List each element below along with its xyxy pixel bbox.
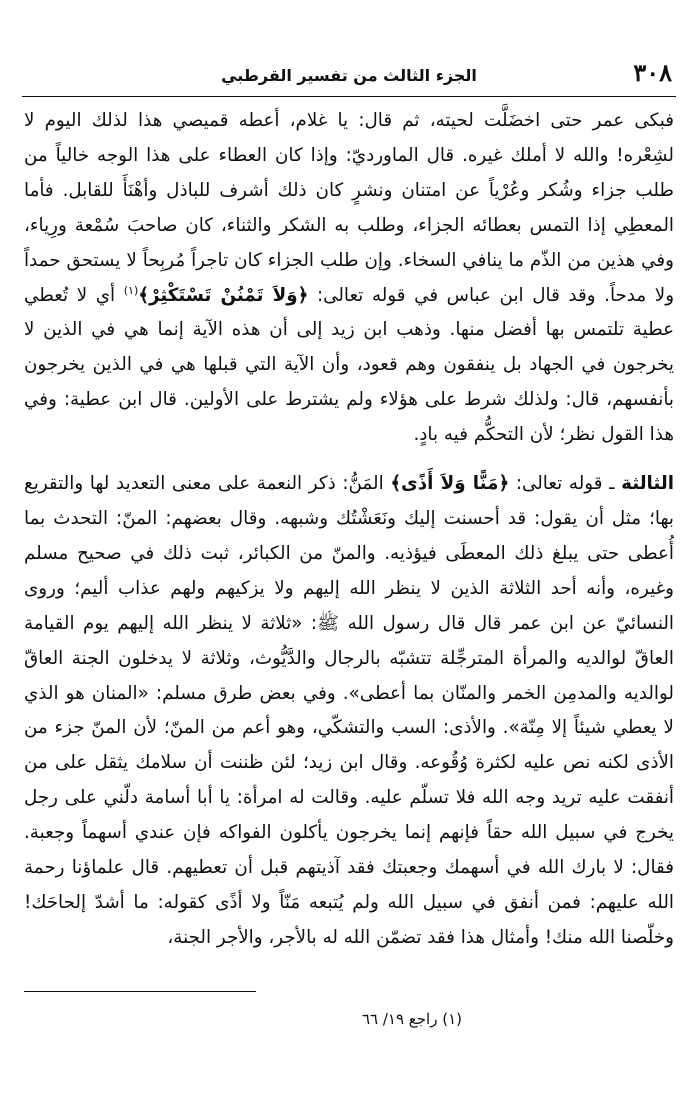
page-number: ٣٠٨ (633, 58, 672, 87)
quran-verse-2: ﴿مَنًّا وَلاَ أَذًى﴾ (390, 473, 510, 495)
paragraph-2-text-b: المَنُّ: ذكر النعمة على معنى التعديد لها والتقريع بها؛ مثل أن يقول: قد أحسنت إليك ونَعَشْتُك وشبهه. وقال بعضهم: المنّ: التحدث بما أُعطى حتى يبلغ ذلك المعطَى فيؤذيه. والمنّ من الكبائر، ثبت ذلك في صحيح مسلم وغيره، وأنه أحد الثلاثة الذين لا ينظر الله إليهم ولا يزكيهم ولهم عذاب أليم؛ وروى النسائيّ عن ابن عمر قال قال رسول الله ﷺ: «ثلاثة لا ينظر الله إليهم يوم القيامة العاقّ لوالديه والمرأة المترجِّلة تتشبّه بالرجال والدَّيُّوث، وثلاثة لا يدخلون الجنة العاقّ لوالديه والمدمِن الخمر والمنّان بما أعطى». وفي بعض طرق مسلم: «المنان هو الذي لا يعطي شيئاً إلا مِنّة». والأذى: السب والتشكّي، وهو أعم من المنّ؛ لأن المنّ جزء من الأذى لكنه نص عليه لكثرة وُقُوعه. وقال ابن زيد؛ لئن ظننت أن سلامك يثقل على من أنفقت عليه تريد وجه الله فلا تسلّم عليه. وقالت له امرأة: يا أبا أسامة دلّني على رجل يخرج في سبيل الله حقاً فإنهم إنما يخرجون يأكلون الفواكه فإن عندي أسهماً وجعبة. فقال: لا بارك الله في أسهمك وجعبتك فقد آذيتهم قبل أن تعطيهم. قال علماؤنا رحمة الله عليهم: فمن أنفق في سبيل الله ولم يُتبعه مَنّاً ولا أذًى كقوله: ما أشدّ إلحاحَك! وخلّصنا الله منك! وأمثال هذا فقد تضمّن الله له بالأجر، والأجر الجنة، (24, 473, 674, 948)
paragraph-2-text-a: ـ قوله تعالى: (515, 473, 615, 495)
paragraph-1-text-b: أي لا تُعطي عطية تلتمس بها أفضل منها. وذهب ابن زيد إلى أن هذه الآية إنما هي في الذين لا يخرجون في الجهاد بل ينفقون وهم قعود، وأن الآية التي قبلها هي في الذين يخرجون بأنفسهم، قال: ولذلك شرط على هؤلاء ولم يشترط على الأولين. قال ابن عطية: وفي هذا القول نظر؛ لأن التحكُّم فيه بادٍ. (24, 284, 674, 446)
page-header (22, 56, 676, 97)
body-text (24, 104, 674, 956)
section-label: الثالثة (621, 473, 675, 495)
footnote-divider (24, 991, 256, 992)
footnote-reference[interactable]: (١) (123, 283, 139, 297)
running-title: الجزء الثالث من تفسير القرطبي (221, 66, 477, 85)
paragraph-1-text-a: فبكى عمر حتى اخضَلَّت لحيته، ثم قال: يا غلام، أعطه قميصي هذا لذلك اليوم لا لشِعْره! والله لا أملك غيره. قال الماورديّ: وإذا كان العطاء على هذا الوجه خالياً من طلب جزاء وشُكر وعُرْياً عن امتنان ونشرٍ كان ذلك أشرف للباذل وأهْنَأَ للقابل. فأما المعطِي إذا التمس بعطائه الجزاء، وطلب به الشكر والثناء، كان صاحبَ سُمْعة ورِياء، وفي هذين من الذّم ما ينافي السخاء. وإن طلب الجزاء كان تاجراً مُربِحاً لا يستحق حمداً ولا مدحاً. وقد قال ابن عباس في قوله تعالى: (24, 110, 675, 306)
footnote: (١) راجع ١٩/ ٦٦ (361, 1010, 462, 1028)
paragraph-2 (24, 467, 674, 956)
quran-verse-1: ﴿وَلاَ تَمْنُنْ تَسْتَكْثِرْ﴾ (138, 284, 309, 306)
paragraph-1 (24, 104, 674, 453)
